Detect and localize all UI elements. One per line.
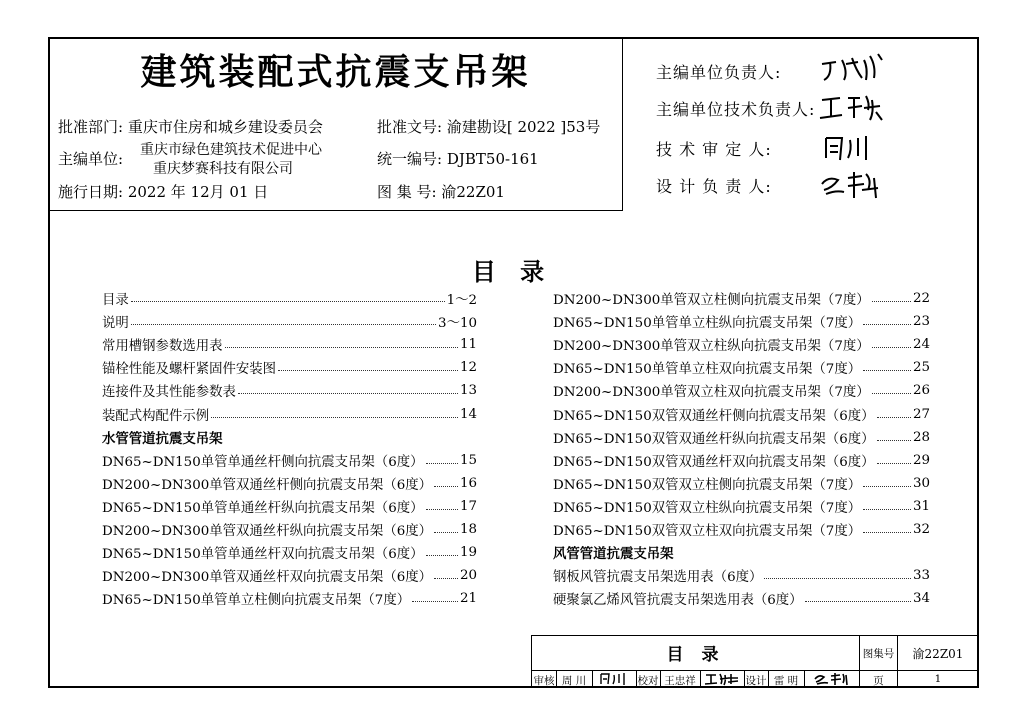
atlas-no-label: 图 集 号:	[377, 183, 437, 201]
handwritten-signature	[818, 168, 888, 202]
toc-entry-page: 3～10	[438, 316, 477, 332]
atlas-no-row	[377, 181, 505, 202]
toc-leader-dots	[131, 324, 436, 325]
toc-entry[interactable]	[102, 564, 477, 587]
title-block-cell-divider	[592, 670, 593, 687]
impl-date-label: 施行日期:	[58, 183, 124, 201]
title-block-cell-divider	[804, 670, 805, 687]
toc-entry-page: 15	[459, 452, 477, 468]
page-label: 页	[873, 675, 884, 687]
toc-entry-title: 目录	[102, 293, 129, 309]
signature-row-reviewer	[656, 137, 772, 160]
toc-leader-dots	[872, 393, 911, 394]
handwritten-signature	[818, 50, 898, 86]
toc-title: 目 录	[471, 258, 553, 286]
toc-entry[interactable]	[102, 587, 477, 610]
check-name: 王忠祥	[664, 675, 696, 687]
approve-dept-row	[58, 116, 323, 137]
chief-unit-label: 主编单位:	[58, 150, 124, 168]
toc-entry-title: DN65~DN150单管单立柱纵向抗震支吊架（7度）	[553, 316, 862, 332]
toc-entry[interactable]	[553, 310, 930, 333]
toc-entry-page: 14	[459, 406, 477, 422]
title-block-atlas-value: 渝22Z01	[912, 647, 964, 661]
approve-no-label: 批准文号:	[377, 118, 443, 136]
toc-entry-page: 17	[459, 498, 477, 514]
title-block-cell-divider	[700, 670, 701, 687]
toc-entry[interactable]	[102, 379, 477, 402]
toc-section-heading: 水管管道抗震支吊架	[102, 431, 223, 447]
toc-entry-title: 连接件及其性能参数表	[102, 385, 236, 401]
handwritten-signature	[598, 671, 632, 686]
signature-role: 设 计 负 责 人:	[656, 177, 772, 196]
toc-entry-page: 31	[912, 498, 930, 514]
toc-leader-dots	[877, 440, 911, 441]
toc-leader-dots	[863, 324, 911, 325]
review-name: 周 川	[561, 675, 587, 687]
toc-section-heading: 风管管道抗震支吊架	[553, 547, 674, 563]
signature-role: 技 术 审 定 人:	[656, 140, 772, 159]
toc-entry[interactable]	[102, 356, 477, 379]
toc-entry[interactable]	[102, 495, 477, 518]
toc-entry-title: DN65~DN150双管双立柱侧向抗震支吊架（7度）	[553, 477, 862, 493]
toc-entry-title: DN65~DN150双管双通丝杆侧向抗震支吊架（6度）	[553, 408, 875, 424]
page-value: 1	[934, 673, 942, 685]
title-block-atlas-label: 图集号	[862, 648, 895, 660]
toc-entry-title: DN65~DN150双管双通丝杆纵向抗震支吊架（6度）	[553, 431, 875, 447]
toc-entry-title: DN65~DN150双管双立柱双向抗震支吊架（7度）	[553, 523, 862, 539]
toc-entry-title: 硬聚氯乙烯风管抗震支吊架选用表（6度）	[553, 593, 803, 609]
toc-leader-dots	[238, 393, 458, 394]
toc-entry-title: DN200~DN300单管双立柱双向抗震支吊架（7度）	[553, 385, 870, 401]
handwritten-signature	[820, 132, 880, 164]
unified-no-value: DJBT50-161	[446, 150, 539, 168]
review-label: 审核	[533, 675, 555, 687]
toc-entry[interactable]	[102, 333, 477, 356]
toc-entry[interactable]	[102, 472, 477, 495]
toc-entry[interactable]	[553, 287, 930, 310]
toc-entry[interactable]	[553, 449, 930, 472]
toc-entry[interactable]	[553, 333, 930, 356]
signature-role: 主编单位负责人:	[656, 63, 782, 82]
toc-entry-page: 13	[459, 383, 477, 399]
impl-date-row	[58, 181, 268, 202]
signature-row-chief-unit	[656, 60, 781, 83]
toc-entry-title: DN200~DN300单管双通丝杆双向抗震支吊架（6度）	[102, 570, 433, 586]
toc-entry[interactable]	[553, 356, 930, 379]
toc-entry-title: DN65~DN150单管单通丝杆侧向抗震支吊架（6度）	[102, 454, 424, 470]
toc-entry-title: DN200~DN300单管双通丝杆侧向抗震支吊架（6度）	[102, 477, 433, 493]
document-title: 建筑装配式抗震支吊架	[140, 52, 531, 93]
approve-no-row	[377, 116, 600, 137]
toc-leader-dots	[764, 578, 911, 579]
impl-date-value: 2022 年 12月 01 日	[127, 183, 269, 201]
signature-row-tech-lead	[656, 97, 815, 120]
toc-entry-title: DN65~DN150双管双通丝杆双向抗震支吊架（6度）	[553, 454, 875, 470]
toc-entry[interactable]	[102, 310, 477, 333]
toc-leader-dots	[863, 532, 911, 533]
approve-no-value: 渝建勘设[ 2022 ]53号	[446, 118, 601, 136]
toc-leader-dots	[434, 486, 458, 487]
toc-leader-dots	[872, 347, 911, 348]
toc-leader-dots	[131, 301, 445, 302]
title-block	[531, 635, 979, 688]
toc-entry[interactable]	[553, 379, 930, 402]
toc-leader-dots	[412, 601, 458, 602]
unified-no-row	[377, 148, 539, 169]
toc-entry[interactable]	[553, 518, 930, 541]
toc-entry-page: 34	[912, 591, 930, 607]
toc-entry-page: 26	[912, 383, 930, 399]
toc-leader-dots	[863, 370, 911, 371]
toc-leader-dots	[872, 301, 911, 302]
toc-entry-page: 22	[912, 291, 930, 307]
toc-leader-dots	[211, 417, 458, 418]
toc-leader-dots	[877, 463, 911, 464]
toc-entry-title: DN65~DN150单管单通丝杆纵向抗震支吊架（6度）	[102, 500, 424, 516]
title-block-title: 目 录	[666, 645, 725, 665]
unified-no-label: 统一编号:	[377, 150, 443, 168]
handwritten-signature	[704, 671, 742, 686]
design-label: 设计	[745, 675, 767, 687]
toc-entry-title: 锚栓性能及螺杆紧固件安装图	[102, 362, 277, 378]
toc-entry-title: DN65~DN150单管单通丝杆双向抗震支吊架（6度）	[102, 547, 424, 563]
toc-leader-dots	[278, 370, 458, 371]
header-divider	[48, 210, 623, 211]
chief-unit-value-2: 重庆梦赛科技有限公司	[153, 161, 293, 177]
toc-entry-page: 19	[459, 545, 477, 561]
toc-entry[interactable]	[553, 587, 930, 610]
toc-entry-page: 11	[459, 337, 477, 353]
toc-right-column	[553, 287, 930, 610]
toc-entry-page: 29	[912, 452, 930, 468]
toc-entry[interactable]	[102, 449, 477, 472]
toc-leader-dots	[434, 578, 458, 579]
toc-entry-page: 1～2	[446, 293, 477, 309]
toc-entry-title: DN200~DN300单管双立柱纵向抗震支吊架（7度）	[553, 339, 870, 355]
toc-entry-title: DN200~DN300单管双通丝杆纵向抗震支吊架（6度）	[102, 523, 433, 539]
toc-entry[interactable]	[553, 472, 930, 495]
handwritten-signature	[818, 90, 898, 124]
chief-unit-value-1: 重庆市绿色建筑技术促进中心	[140, 142, 322, 158]
toc-left-column	[102, 287, 477, 610]
toc-entry[interactable]	[102, 541, 477, 564]
toc-leader-dots	[877, 417, 911, 418]
toc-entry-page: 24	[912, 337, 930, 353]
atlas-no-value: 渝22Z01	[441, 183, 505, 201]
handwritten-signature	[812, 671, 852, 686]
toc-entry-title: DN65~DN150单管单立柱侧向抗震支吊架（7度）	[102, 593, 411, 609]
toc-entry-page: 20	[459, 568, 477, 584]
signature-row-designer	[656, 174, 772, 197]
toc-leader-dots	[863, 509, 911, 510]
toc-entry[interactable]	[553, 426, 930, 449]
toc-leader-dots	[426, 555, 458, 556]
design-name: 雷 明	[773, 675, 799, 687]
toc-entry-page: 30	[912, 475, 930, 491]
toc-leader-dots	[805, 601, 911, 602]
toc-entry-page: 32	[912, 521, 930, 537]
toc-entry[interactable]	[553, 402, 930, 425]
approve-dept-value: 重庆市住房和城乡建设委员会	[127, 118, 323, 136]
toc-entry[interactable]	[102, 518, 477, 541]
toc-entry-page: 16	[459, 475, 477, 491]
toc-entry-page: 12	[459, 360, 477, 376]
approve-dept-label: 批准部门:	[58, 118, 124, 136]
toc-entry-page: 33	[912, 568, 930, 584]
toc-entry[interactable]	[102, 402, 477, 425]
toc-leader-dots	[426, 463, 458, 464]
toc-entry-title: DN200~DN300单管双立柱侧向抗震支吊架（7度）	[553, 293, 870, 309]
toc-entry[interactable]	[553, 495, 930, 518]
toc-leader-dots	[863, 486, 911, 487]
toc-leader-dots	[434, 532, 458, 533]
toc-entry[interactable]	[553, 564, 930, 587]
toc-entry-title: DN65~DN150双管双立柱纵向抗震支吊架（7度）	[553, 500, 862, 516]
toc-entry-page: 25	[912, 360, 930, 376]
check-label: 校对	[637, 675, 659, 687]
toc-entry-page: 28	[912, 429, 930, 445]
toc-entry-title: 常用槽钢参数选用表	[102, 339, 223, 355]
toc-entry-page: 27	[912, 406, 930, 422]
toc-leader-dots	[426, 509, 458, 510]
toc-entry-page: 21	[459, 591, 477, 607]
toc-leader-dots	[225, 347, 458, 348]
toc-entry-title: 钢板风管抗震支吊架选用表（6度）	[553, 570, 763, 586]
toc-entry-page: 18	[459, 521, 477, 537]
toc-entry-title: 装配式构配件示例	[102, 408, 210, 424]
toc-entry-page: 23	[912, 314, 930, 330]
toc-entry[interactable]	[102, 287, 477, 310]
toc-entry-title: 说明	[102, 316, 129, 332]
toc-entry-title: DN65~DN150单管单立柱双向抗震支吊架（7度）	[553, 362, 862, 378]
signature-role: 主编单位技术负责人:	[656, 100, 816, 119]
